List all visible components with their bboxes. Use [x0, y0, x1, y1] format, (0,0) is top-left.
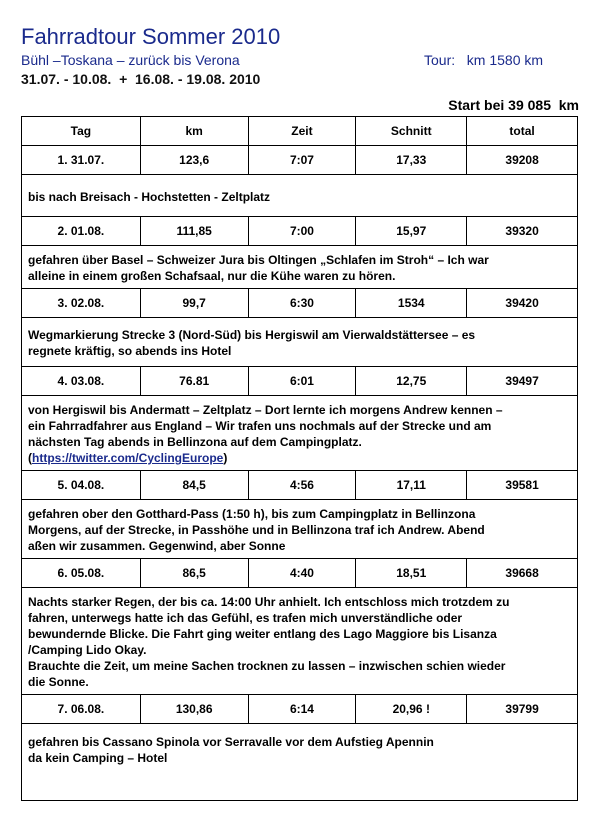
cell-total: 39420 — [467, 289, 578, 318]
route-subtitle: Bühl –Toskana – zurück bis Verona — [21, 52, 240, 68]
table-header-row — [22, 117, 578, 146]
cell-total: 39497 — [467, 367, 578, 396]
cell-zeit: 7:00 — [248, 217, 356, 246]
cell-tag: 1. 31.07. — [22, 146, 141, 175]
tour-log-table — [21, 116, 578, 801]
cell-schnitt: 18,51 — [356, 559, 467, 588]
col-header-total: total — [467, 117, 578, 146]
col-header-schnitt: Schnitt — [356, 117, 467, 146]
cell-schnitt: 15,97 — [356, 217, 467, 246]
cell-zeit: 6:01 — [248, 367, 356, 396]
twitter-link[interactable]: https://twitter.com/CyclingEurope — [32, 451, 224, 465]
cell-zeit: 6:14 — [248, 695, 356, 724]
day-note-row — [22, 318, 578, 367]
cell-tag: 7. 06.08. — [22, 695, 141, 724]
cell-km: 76.81 — [140, 367, 248, 396]
note-line: regnete kräftig, so abends ins Hotel — [28, 344, 232, 358]
day-note — [22, 246, 578, 289]
document-title: Fahrradtour Sommer 2010 — [21, 24, 281, 49]
day-note — [22, 588, 578, 695]
note-line: gefahren bis Cassano Spinola vor Serravalle vor dem Aufstieg Apennin — [28, 735, 434, 749]
cell-km: 123,6 — [140, 146, 248, 175]
note-line: Morgens, auf der Strecke, in Passhöhe und in Bellinzona traf ich Andrew. Abend — [28, 523, 485, 537]
cell-schnitt: 1534 — [356, 289, 467, 318]
cell-schnitt: 17,11 — [356, 471, 467, 500]
day-note-row — [22, 246, 578, 289]
day-note-row — [22, 724, 578, 801]
tour-distance: Tour: km 1580 km — [424, 52, 544, 68]
cell-km: 130,86 — [140, 695, 248, 724]
cell-tag: 5. 04.08. — [22, 471, 141, 500]
note-line: gefahren ober den Gotthard-Pass (1:50 h), bis zum Campingplatz in Bellinzona — [28, 507, 476, 521]
cell-total: 39581 — [467, 471, 578, 500]
day-note-row — [22, 175, 578, 217]
note-line: aßen wir zusammen. Gegenwind, aber Sonne — [28, 539, 286, 553]
day-note-row — [22, 588, 578, 695]
cell-km: 84,5 — [140, 471, 248, 500]
table-row — [22, 217, 578, 246]
day-note-row — [22, 396, 578, 471]
note-line: fahren, unterwegs hatte ich das Gefühl, es trafen mich unverständliche oder — [28, 611, 463, 625]
cell-tag: 2. 01.08. — [22, 217, 141, 246]
note-line: die Sonne. — [28, 675, 89, 689]
col-header-tag: Tag — [22, 117, 141, 146]
note-link-line: (https://twitter.com/CyclingEurope) — [28, 451, 228, 465]
start-odometer: Start bei 39 085 km — [448, 97, 579, 113]
table-row — [22, 367, 578, 396]
note-line: Nachts starker Regen, der bis ca. 14:00 Uhr anhielt. Ich entschloss mich trotzdem zu — [28, 595, 510, 609]
cell-total: 39668 — [467, 559, 578, 588]
note-line: Wegmarkierung Strecke 3 (Nord-Süd) bis Hergiswil am Vierwaldstättersee – es — [28, 328, 476, 342]
cell-schnitt: 12,75 — [356, 367, 467, 396]
col-header-zeit: Zeit — [248, 117, 356, 146]
note-line: gefahren über Basel – Schweizer Jura bis Oltingen „Schlafen im Stroh“ – Ich war — [28, 253, 489, 267]
note-line: ein Fahrradfahrer aus England – Wir trafen uns nochmals auf der Strecke und am — [28, 419, 492, 433]
note-line: da kein Camping – Hotel — [28, 751, 168, 765]
table-row — [22, 289, 578, 318]
cell-zeit: 7:07 — [248, 146, 356, 175]
cell-schnitt: 20,96 ! — [356, 695, 467, 724]
tour-dates: 31.07. - 10.08. + 16.08. - 19.08. 2010 — [21, 71, 261, 87]
note-line: von Hergiswil bis Andermatt – Zeltplatz – Dort lernte ich morgens Andrew kennen – — [28, 403, 503, 417]
day-note — [22, 318, 578, 367]
day-note — [22, 175, 578, 217]
table-row — [22, 471, 578, 500]
cell-schnitt: 17,33 — [356, 146, 467, 175]
cell-zeit: 4:40 — [248, 559, 356, 588]
cell-total: 39320 — [467, 217, 578, 246]
table-row — [22, 695, 578, 724]
day-note — [22, 500, 578, 559]
note-line: nächsten Tag abends in Bellinzona auf dem Campingplatz. — [28, 435, 362, 449]
col-header-km: km — [140, 117, 248, 146]
note-line: bewundernde Blicke. Die Fahrt ging weiter entlang des Lago Maggiore bis Lisanza — [28, 627, 497, 641]
day-note-row — [22, 500, 578, 559]
day-note — [22, 396, 578, 471]
note-line: Brauchte die Zeit, um meine Sachen trocknen zu lassen – inzwischen schien wieder — [28, 659, 506, 673]
cell-tag: 3. 02.08. — [22, 289, 141, 318]
cell-tag: 4. 03.08. — [22, 367, 141, 396]
cell-zeit: 6:30 — [248, 289, 356, 318]
table-row — [22, 559, 578, 588]
cell-total: 39799 — [467, 695, 578, 724]
day-note — [22, 724, 578, 801]
cell-zeit: 4:56 — [248, 471, 356, 500]
note-line: bis nach Breisach - Hochstetten - Zeltplatz — [28, 189, 271, 204]
cell-total: 39208 — [467, 146, 578, 175]
cell-km: 111,85 — [140, 217, 248, 246]
note-line: /Camping Lido Okay. — [28, 643, 147, 657]
note-line: alleine in einem großen Schafsaal, nur die Kühe waren zu hören. — [28, 269, 396, 283]
cell-km: 99,7 — [140, 289, 248, 318]
cell-tag: 6. 05.08. — [22, 559, 141, 588]
table-row — [22, 146, 578, 175]
cell-km: 86,5 — [140, 559, 248, 588]
